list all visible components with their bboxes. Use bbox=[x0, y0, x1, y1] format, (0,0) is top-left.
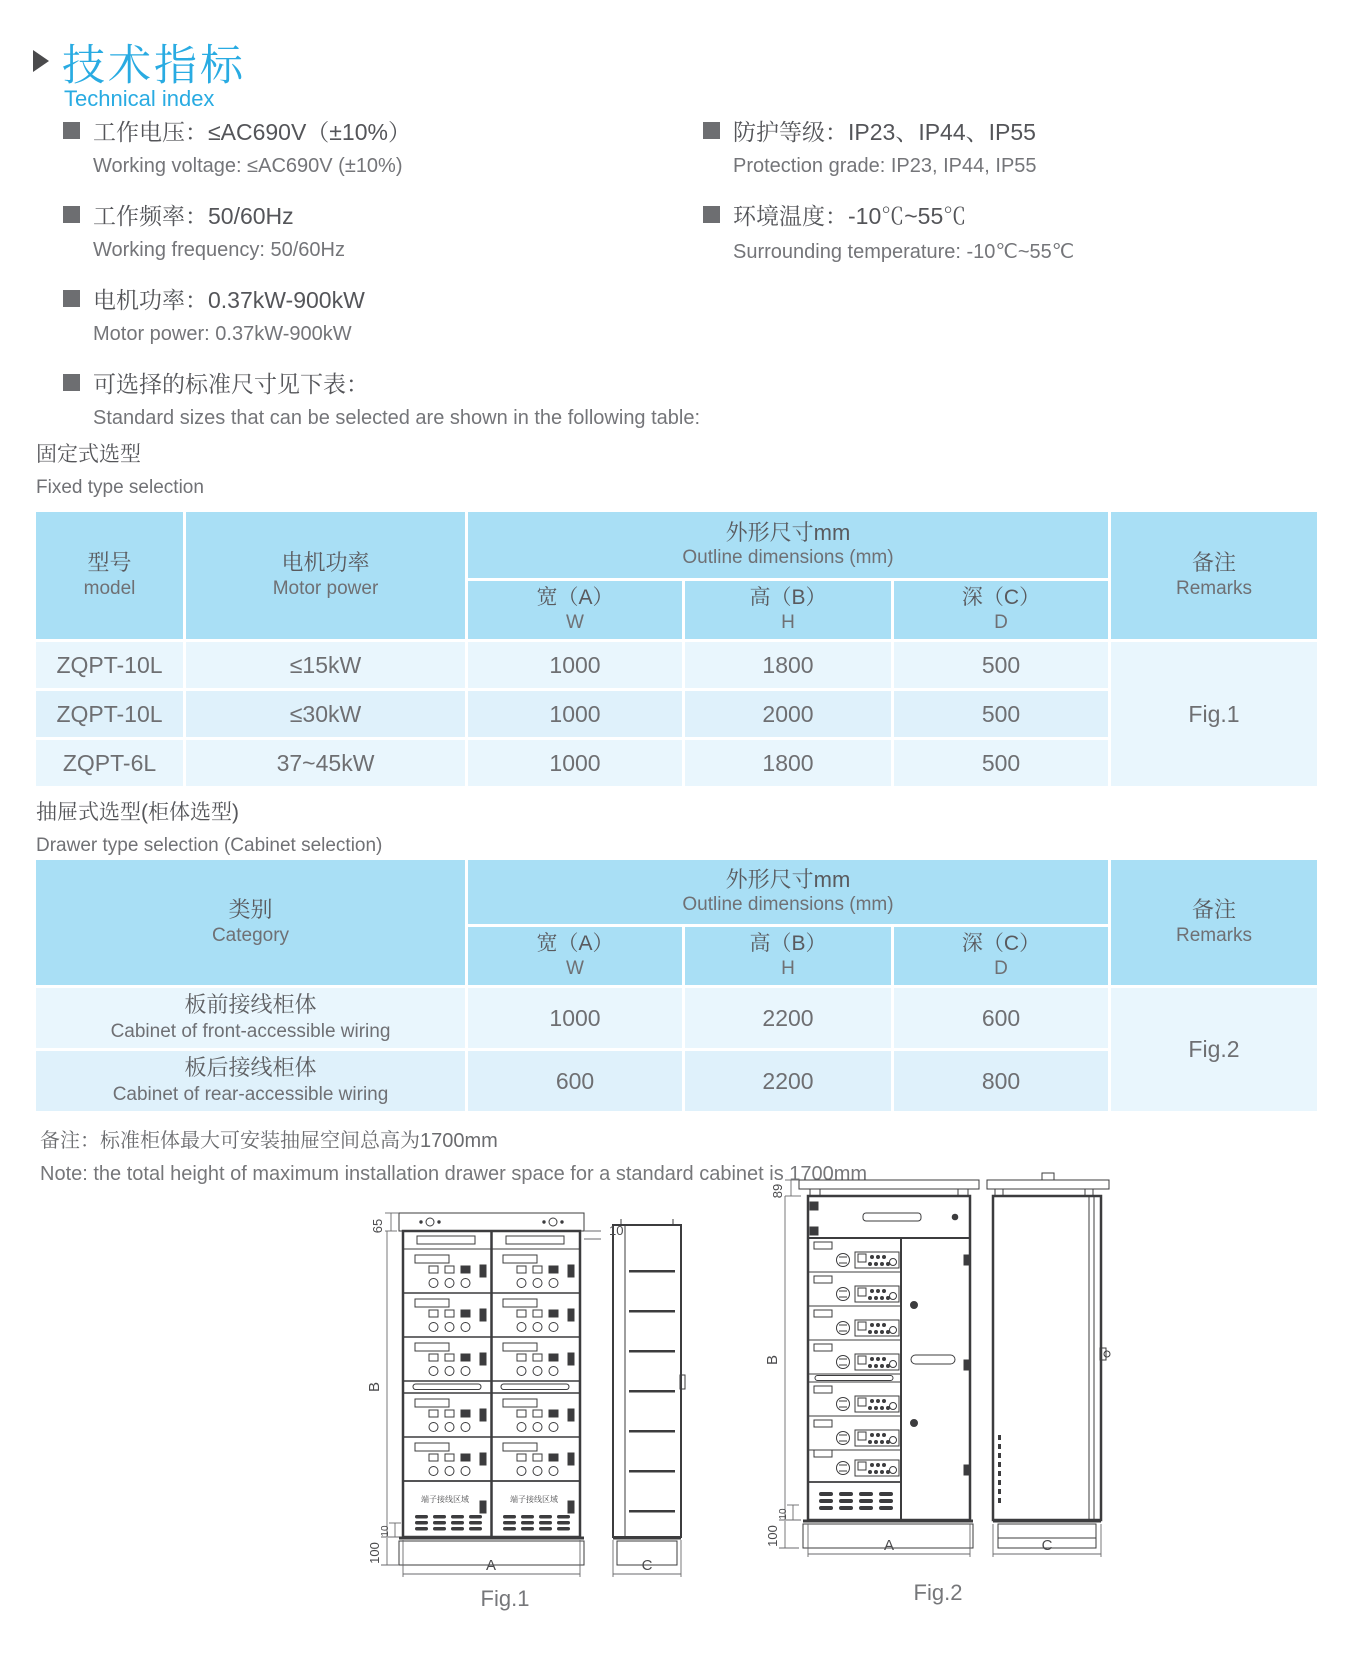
fig2-door bbox=[911, 1255, 970, 1475]
fig1-drawer-buttons bbox=[429, 1266, 558, 1476]
table-cell bbox=[468, 1051, 682, 1111]
header-zh: 高（B） bbox=[749, 585, 827, 609]
header-zh: 宽（A） bbox=[536, 931, 614, 955]
table-cell bbox=[685, 691, 891, 737]
note-zh: 备注：标准柜体最大可安装抽屉空间总高为1700mm bbox=[40, 1130, 498, 1152]
square-bullet-icon bbox=[63, 206, 80, 223]
square-bullet-icon bbox=[703, 122, 720, 139]
terminal-area-label: 端子接线区域 bbox=[510, 1495, 558, 1504]
fig2-caption: Fig.2 bbox=[913, 1580, 963, 1605]
col-header-remarks bbox=[1111, 860, 1317, 985]
header-en: Category bbox=[211, 924, 290, 946]
spec-standard-sizes-en: Standard sizes that can be selected are shown in the following table: bbox=[93, 407, 701, 429]
category-en: Cabinet of front-accessible wiring bbox=[110, 1020, 391, 1042]
col-header-height bbox=[685, 927, 891, 985]
table-cell bbox=[894, 1051, 1108, 1111]
cell-width: 1000 bbox=[549, 1004, 601, 1031]
table-cell bbox=[186, 740, 465, 786]
spec-zh-text: 工作频率：50/60Hz bbox=[93, 202, 294, 229]
table-cell bbox=[894, 740, 1108, 786]
cell-width: 1000 bbox=[549, 651, 601, 678]
fig1-caption: Fig.1 bbox=[480, 1586, 530, 1611]
title-arrow-icon bbox=[33, 50, 49, 72]
header-zh: 类别 bbox=[228, 897, 273, 923]
cell-model: ZQPT-6L bbox=[62, 749, 157, 776]
fig2-dim-depth: C bbox=[1041, 1537, 1053, 1554]
table-cell bbox=[894, 988, 1108, 1048]
spec-zh-text: 工作电压：≤AC690V（±10%） bbox=[93, 118, 411, 145]
spec-working-frequency-en: Working frequency: 50/60Hz bbox=[93, 239, 345, 261]
cell-depth: 800 bbox=[981, 1067, 1021, 1094]
table-cell bbox=[468, 740, 682, 786]
spec-working-voltage bbox=[63, 116, 703, 144]
header-en: model bbox=[83, 577, 136, 599]
header-en: Outline dimensions (mm) bbox=[682, 547, 894, 569]
fig2-drawing bbox=[715, 1105, 1115, 1565]
cell-depth: 500 bbox=[981, 651, 1021, 678]
table-cell bbox=[894, 691, 1108, 737]
cell-width: 1000 bbox=[549, 700, 601, 727]
cell-model: ZQPT-10L bbox=[56, 651, 163, 678]
spec-zh-text: 可选择的标准尺寸见下表： bbox=[93, 370, 369, 397]
header-zh: 电机功率 bbox=[281, 550, 370, 576]
cell-category-rear-wiring bbox=[36, 1051, 465, 1111]
header-zh: 备注 bbox=[1191, 550, 1236, 576]
table-cell bbox=[685, 642, 891, 688]
note-en: Note: the total height of maximum installation drawer space for a standard cabinet is 1700mm bbox=[40, 1163, 868, 1185]
cell-height: 1800 bbox=[762, 651, 814, 678]
spec-protection-grade-en: Protection grade: IP23, IP44, IP55 bbox=[733, 155, 1037, 177]
cell-height: 1800 bbox=[762, 749, 814, 776]
section-drawer-type bbox=[36, 796, 382, 857]
spec-protection-grade bbox=[703, 116, 1343, 144]
col-header-outline-dimensions bbox=[468, 512, 1108, 578]
header-en: W bbox=[566, 957, 584, 979]
table-cell bbox=[894, 642, 1108, 688]
fig2-drawer-units bbox=[814, 1242, 899, 1476]
section-title-en: Fixed type selection bbox=[36, 477, 204, 498]
section-fixed-type bbox=[36, 438, 204, 499]
table-cell bbox=[468, 642, 682, 688]
col-header-category bbox=[36, 860, 465, 985]
square-bullet-icon bbox=[63, 122, 80, 139]
fig1-dim-width: A bbox=[485, 1557, 497, 1574]
fig2-dim-width: A bbox=[883, 1537, 895, 1554]
header-en: Remarks bbox=[1175, 577, 1252, 599]
fig2-dim-cap: 89 bbox=[770, 1183, 785, 1199]
table-cell bbox=[468, 691, 682, 737]
header-zh: 型号 bbox=[87, 550, 132, 576]
header-zh: 备注 bbox=[1191, 897, 1236, 923]
header-en: W bbox=[566, 611, 584, 633]
cell-depth: 500 bbox=[981, 700, 1021, 727]
spec-column-right bbox=[703, 116, 1343, 286]
fig2-front-view bbox=[799, 1180, 979, 1548]
col-header-model bbox=[36, 512, 183, 639]
spec-motor-power-en: Motor power: 0.37kW-900kW bbox=[93, 323, 352, 345]
cell-height: 2200 bbox=[762, 1004, 814, 1031]
cell-category-front-wiring bbox=[36, 988, 465, 1048]
table-cell bbox=[468, 988, 682, 1048]
category-zh: 板后接线柜体 bbox=[184, 1055, 317, 1081]
section-title-zh: 固定式选型 bbox=[36, 443, 141, 466]
header-en: Outline dimensions (mm) bbox=[682, 894, 894, 916]
fig1-dim-cap: 65 bbox=[370, 1218, 385, 1234]
square-bullet-icon bbox=[63, 290, 80, 307]
remarks-value: Fig.1 bbox=[1188, 700, 1240, 727]
cell-remarks-fig1 bbox=[1111, 642, 1317, 786]
spec-motor-power bbox=[63, 284, 703, 312]
header-zh: 外形尺寸mm bbox=[725, 866, 851, 892]
fig2-dim-base: 100 bbox=[765, 1525, 780, 1547]
cell-power: ≤15kW bbox=[289, 651, 362, 678]
fig2-side-view bbox=[987, 1173, 1110, 1548]
terminal-area-label: 端子接线区域 bbox=[421, 1495, 469, 1504]
header-zh: 外形尺寸mm bbox=[725, 519, 851, 545]
fig1-dim-top-right: 10 bbox=[609, 1223, 624, 1238]
spec-column-left bbox=[63, 116, 703, 452]
header-en: D bbox=[994, 611, 1008, 633]
col-header-height bbox=[685, 581, 891, 639]
spec-standard-sizes bbox=[63, 368, 703, 396]
spec-zh-text: 环境温度：-10℃~55℃ bbox=[733, 202, 967, 229]
spec-zh-text: 电机功率：0.37kW-900kW bbox=[93, 286, 365, 313]
cell-width: 600 bbox=[555, 1067, 595, 1094]
spec-surrounding-temperature-en: Surrounding temperature: -10℃~55℃ bbox=[733, 241, 1075, 263]
spec-working-voltage-en: Working voltage: ≤AC690V (±10%) bbox=[93, 155, 403, 177]
cell-width: 1000 bbox=[549, 749, 601, 776]
cell-power: ≤30kW bbox=[289, 700, 362, 727]
header-zh: 深（C） bbox=[961, 931, 1041, 955]
page-title: 技术指标 bbox=[62, 42, 246, 90]
table-cell bbox=[186, 691, 465, 737]
header-en: H bbox=[781, 611, 795, 633]
square-bullet-icon bbox=[703, 206, 720, 223]
col-header-width bbox=[468, 927, 682, 985]
cell-depth: 600 bbox=[981, 1004, 1021, 1031]
col-header-depth bbox=[894, 581, 1108, 639]
header-en: D bbox=[994, 957, 1008, 979]
header-zh: 宽（A） bbox=[536, 585, 614, 609]
table-row bbox=[36, 642, 183, 688]
cell-model: ZQPT-10L bbox=[56, 700, 163, 727]
col-header-remarks bbox=[1111, 512, 1317, 639]
square-bullet-icon bbox=[63, 374, 80, 391]
cell-height: 2000 bbox=[762, 700, 814, 727]
spec-zh-text: 防护等级：IP23、IP44、IP55 bbox=[733, 118, 1036, 145]
fig1-drawing bbox=[325, 1125, 705, 1585]
table-cell bbox=[685, 740, 891, 786]
col-header-motor-power bbox=[186, 512, 465, 639]
cell-power: 37~45kW bbox=[276, 749, 375, 776]
fig1-dim-depth: C bbox=[641, 1557, 653, 1574]
cell-remarks-fig2 bbox=[1111, 988, 1317, 1111]
spec-surrounding-temperature bbox=[703, 200, 1343, 228]
table-cell bbox=[685, 1051, 891, 1111]
fig1-dim-base: 100 bbox=[367, 1542, 382, 1564]
header-en: Motor power bbox=[272, 577, 379, 599]
table-cell bbox=[685, 988, 891, 1048]
spec-working-frequency bbox=[63, 200, 703, 228]
fig1-dim-bottom-inner: 10 bbox=[380, 1525, 391, 1537]
fig1-dim-height: B bbox=[366, 1381, 383, 1393]
col-header-width bbox=[468, 581, 682, 639]
cell-depth: 500 bbox=[981, 749, 1021, 776]
fixed-type-table bbox=[36, 512, 1317, 786]
table-row bbox=[36, 691, 183, 737]
fig1-side-view bbox=[613, 1219, 685, 1565]
col-header-outline-dimensions bbox=[468, 860, 1108, 924]
col-header-depth bbox=[894, 927, 1108, 985]
header-zh: 深（C） bbox=[961, 585, 1041, 609]
category-en: Cabinet of rear-accessible wiring bbox=[112, 1083, 389, 1105]
header-en: H bbox=[781, 957, 795, 979]
table-row bbox=[36, 740, 183, 786]
fig2-dim-bottom-inner: 10 bbox=[778, 1508, 789, 1520]
fig2-dim-height: B bbox=[764, 1354, 781, 1366]
page-subtitle: Technical index bbox=[64, 86, 215, 111]
table-cell bbox=[186, 642, 465, 688]
fig2-vents bbox=[819, 1492, 893, 1510]
cell-height: 2200 bbox=[762, 1067, 814, 1094]
header-en: Remarks bbox=[1175, 924, 1252, 946]
remarks-value: Fig.2 bbox=[1188, 1036, 1240, 1062]
category-zh: 板前接线柜体 bbox=[184, 992, 317, 1018]
fig1-front-view bbox=[399, 1213, 584, 1565]
drawer-type-table bbox=[36, 860, 1317, 1111]
header-zh: 高（B） bbox=[749, 931, 827, 955]
section-title-zh: 抽屉式选型(柜体选型) bbox=[36, 801, 239, 824]
section-title-en: Drawer type selection (Cabinet selection) bbox=[36, 835, 383, 856]
